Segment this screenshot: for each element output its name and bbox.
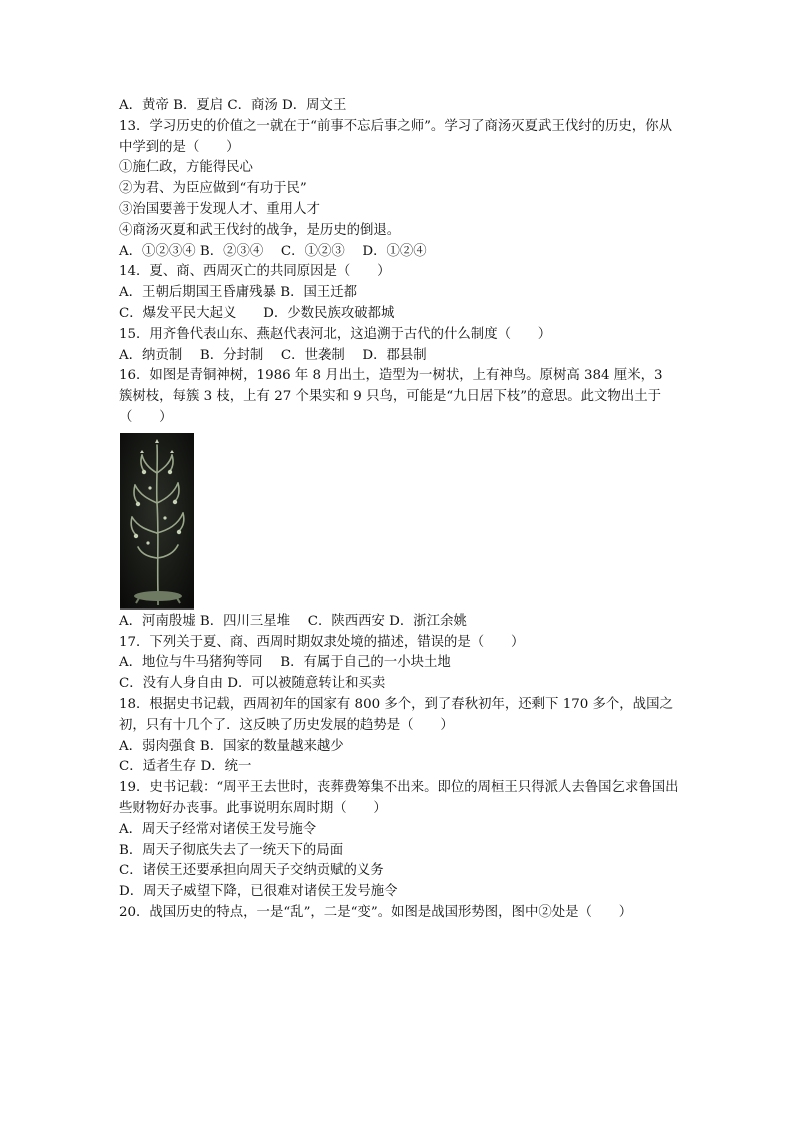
q13-item-2: ②为君、为臣应做到“有功于民” — [119, 181, 307, 197]
q19-stem: 19．史书记载：“周平王去世时，丧葬费筹集不出来。即位的周桓王只得派人去鲁国乞求鲁国出些财物好办丧事。此事说明东周时期（ ） — [119, 780, 679, 816]
q13-item-4: ④商汤灭夏和武王伐纣的战争，是历史的倒退。 — [119, 222, 401, 238]
q19-option-d: D．周天子威望下降，已很难对诸侯王发号施令 — [119, 884, 398, 900]
bronze-tree-photo — [120, 433, 194, 610]
q16-options: A．河南殷墟 B．四川三星堆 C．陕西西安 D．浙江余姚 — [119, 613, 467, 629]
bronze-tree-image — [120, 433, 194, 608]
q16-stem: 16．如图是青铜神树，1986 年 8 月出土，造型为一树状，上有神鸟。原树高 384 厘米，3 簇树枝，每簇 3 枝，上有 27 个果实和 9 只鸟，可能是“九日居下枝”的意思。此文物出土于（ ） — [119, 368, 663, 425]
q18-stem: 18．根据史书记载，西周初年的国家有 800 多个，到了春秋初年，还剩下 170 多个，战国之初，只有十几个了．这反映了历史发展的趋势是（ ） — [119, 696, 673, 733]
q13-options: A．①②③④ B．②③④ C．①②③ D．①②④ — [119, 243, 427, 259]
q13-item-3: ③治国要善于发现人才、重用人才 — [119, 201, 320, 217]
q12-options: A．黄帝 B．夏启 C．商汤 D．周文王 — [119, 98, 347, 113]
q18-options-1: A．弱肉强食 B．国家的数量越来越少 — [119, 738, 344, 754]
q19-option-a: A．周天子经常对诸侯王发号施令 — [119, 821, 317, 837]
q17-options-2: C．没有人身自由 D．可以被随意转让和买卖 — [119, 676, 386, 692]
q17-options-1: A．地位与牛马猪狗等同 B．有属于自己的一小块土地 — [119, 655, 451, 671]
question-list — [119, 96, 679, 924]
q18-options-2: C．适者生存 D．统一 — [119, 759, 252, 775]
q15-options: A．纳贡制 B．分封制 C．世袭制 D．郡县制 — [119, 347, 427, 363]
q14-options-2: C．爆发平民大起义 D．少数民族攻破都城 — [119, 305, 395, 321]
q13-item-1: ①施仁政，方能得民心 — [119, 160, 253, 176]
q13-stem: 13．学习历史的价值之一就在于“前事不忘后事之师”。学习了商汤灭夏武王伐纣的历史，你从中学到的是（ ） — [119, 118, 672, 155]
q19-option-b: B．周天子彻底失去了一统天下的局面 — [119, 842, 344, 858]
q17-stem: 17．下列关于夏、商、西周时期奴隶处境的描述，错误的是（ ） — [119, 634, 525, 650]
q14-options-1: A．王朝后期国王昏庸残暴 B．国王迁都 — [119, 285, 358, 301]
q15-stem: 15．用齐鲁代表山东、燕赵代表河北，这追溯于古代的什么制度（ ） — [119, 326, 552, 342]
q14-stem: 14．夏、商、西周灭亡的共同原因是（ ） — [119, 264, 391, 280]
q20-stem: 20．战国历史的特点，一是“乱”，二是“变”。如图是战国形势图，图中②处是（ ） — [119, 904, 633, 920]
q19-option-c: C．诸侯王还要承担向周天子交纳贡赋的义务 — [119, 863, 384, 879]
